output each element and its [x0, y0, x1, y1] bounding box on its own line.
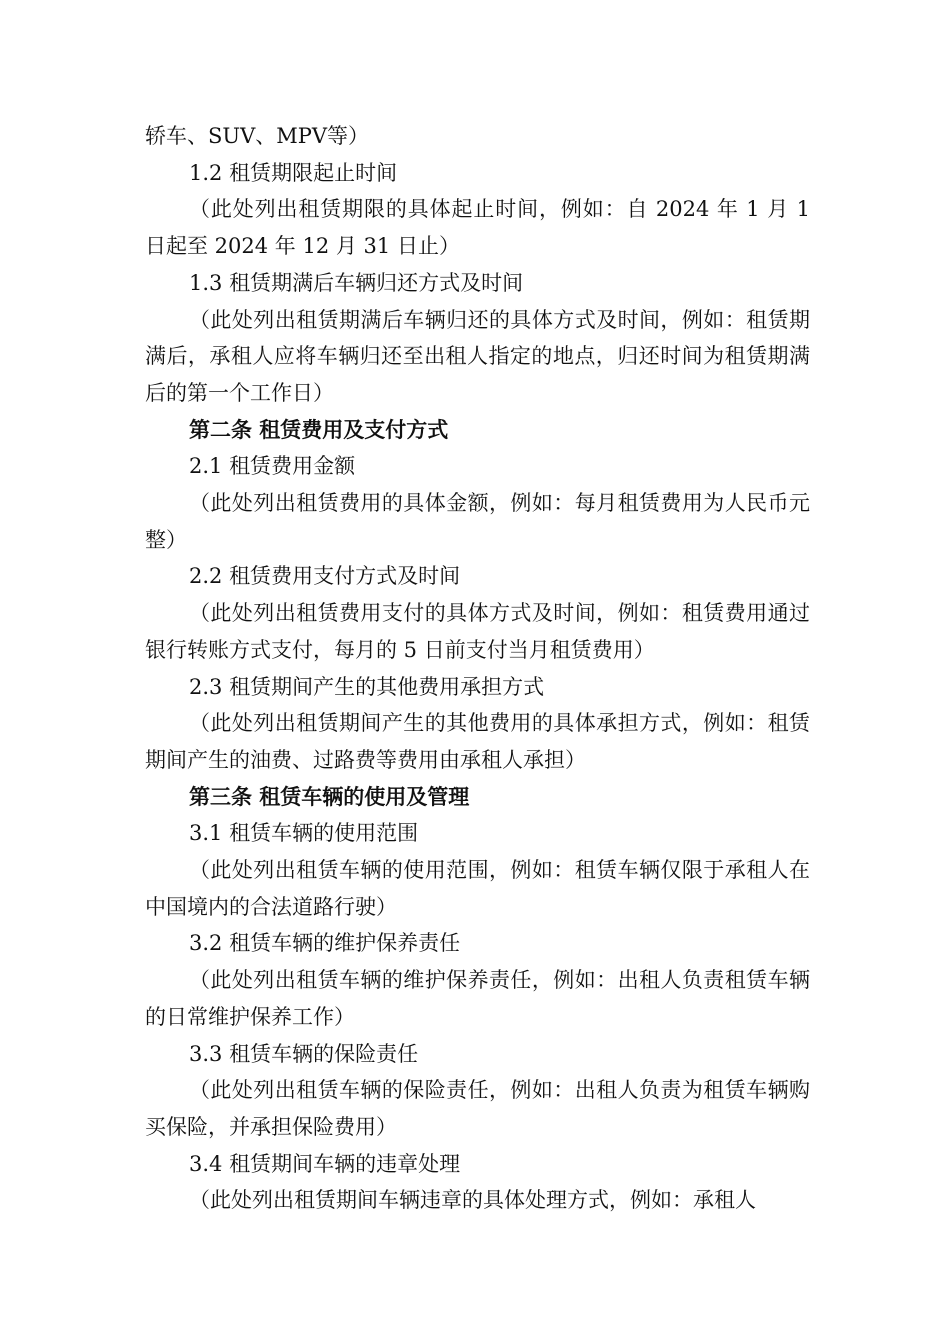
clause-3-3-title: 3.3 租赁车辆的保险责任 — [189, 1041, 419, 1066]
clause-1-3-body: （此处列出租赁期满后车辆归还的具体方式及时间，例如：租赁期满后，承租人应将车辆归还至出租人指定的地点，归还时间为租赁期满后的第一个工作日） — [145, 307, 810, 405]
clause-3-1-body: （此处列出租赁车辆的使用范围，例如：租赁车辆仅限于承租人在中国境内的合法道路行驶） — [145, 858, 810, 919]
clause-3-4-title: 3.4 租赁期间车辆的违章处理 — [189, 1151, 461, 1176]
clause-3-4-body: （此处列出租赁期间车辆违章的具体处理方式，例如：承租人 — [189, 1188, 756, 1213]
clause-2-3-title: 2.3 租赁期间产生的其他费用承担方式 — [189, 674, 545, 699]
clause-2-2-title: 2.2 租赁费用支付方式及时间 — [189, 564, 461, 589]
clause-2-1-body: （此处列出租赁费用的具体金额，例如：每月租赁费用为人民币元整） — [145, 491, 810, 552]
clause-3-1-title: 3.1 租赁车辆的使用范围 — [189, 821, 419, 846]
clause-2-2-body: （此处列出租赁费用支付的具体方式及时间，例如：租赁费用通过银行转账方式支付，每月的 5 日前支付当月租赁费用） — [145, 601, 810, 662]
clause-2-3-body: （此处列出租赁期间产生的其他费用的具体承担方式，例如：租赁期间产生的油费、过路费等费用由承租人承担） — [145, 711, 810, 772]
clause-3-2-title: 3.2 租赁车辆的维护保养责任 — [189, 931, 461, 956]
clause-3-3-body: （此处列出租赁车辆的保险责任，例如：出租人负责为租赁车辆购买保险，并承担保险费用） — [145, 1078, 810, 1139]
clause-3-2-body: （此处列出租赁车辆的维护保养责任，例如：出租人负责租赁车辆的日常维护保养工作） — [145, 968, 810, 1029]
clause-1-2-body: （此处列出租赁期限的具体起止时间，例如：自 2024 年 1 月 1 日起至 2024 年 12 月 31 日止） — [145, 197, 817, 259]
clause-2-1-title: 2.1 租赁费用金额 — [189, 454, 356, 479]
article-3-heading: 第三条 租赁车辆的使用及管理 — [189, 783, 470, 809]
clause-1-3-title: 1.3 租赁期满后车辆归还方式及时间 — [189, 270, 524, 295]
clause-1-2-title: 1.2 租赁期限起止时间 — [189, 160, 398, 185]
continuation-text: 轿车、SUV、MPV等） — [145, 124, 370, 148]
article-2-heading: 第二条 租赁费用及支付方式 — [189, 416, 449, 442]
